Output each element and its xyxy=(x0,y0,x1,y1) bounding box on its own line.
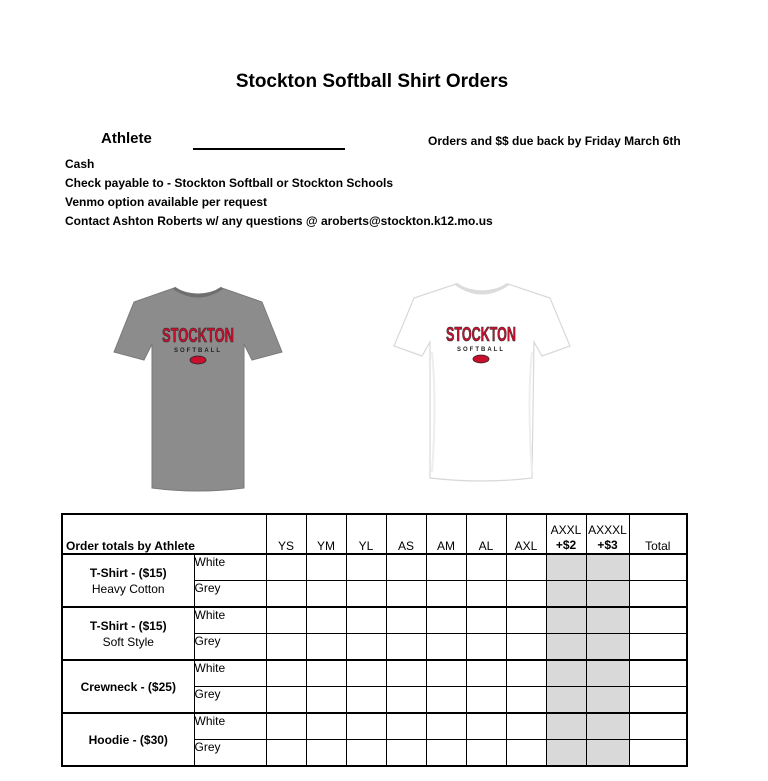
qty-cell-plus[interactable] xyxy=(546,687,586,714)
total-cell[interactable] xyxy=(629,554,687,581)
total-header: Total xyxy=(629,514,687,554)
qty-cell[interactable] xyxy=(506,660,546,687)
payment-line-cash: Cash xyxy=(65,157,95,171)
white-shirt-stockton-text: STOCKTON xyxy=(446,324,516,346)
qty-cell[interactable] xyxy=(306,713,346,740)
color-label: Grey xyxy=(194,634,266,661)
total-cell[interactable] xyxy=(629,660,687,687)
qty-cell-plus[interactable] xyxy=(586,554,629,581)
qty-cell[interactable] xyxy=(266,581,306,608)
qty-cell-plus[interactable] xyxy=(546,713,586,740)
total-cell[interactable] xyxy=(629,740,687,767)
qty-cell[interactable] xyxy=(386,713,426,740)
qty-cell[interactable] xyxy=(346,687,386,714)
qty-cell-plus[interactable] xyxy=(546,554,586,581)
qty-cell[interactable] xyxy=(466,554,506,581)
qty-cell[interactable] xyxy=(466,607,506,634)
payment-line-check: Check payable to - Stockton Softball or Stockton Schools xyxy=(65,176,394,190)
table-row xyxy=(62,660,687,687)
color-label: Grey xyxy=(194,581,266,608)
qty-cell-plus[interactable] xyxy=(546,607,586,634)
qty-cell[interactable] xyxy=(386,581,426,608)
qty-cell[interactable] xyxy=(306,554,346,581)
qty-cell[interactable] xyxy=(266,740,306,767)
athlete-name-line[interactable] xyxy=(193,148,345,150)
total-cell[interactable] xyxy=(629,607,687,634)
qty-cell[interactable] xyxy=(346,634,386,661)
qty-cell-plus[interactable] xyxy=(586,634,629,661)
product-style: Heavy Cotton xyxy=(91,581,165,596)
qty-cell[interactable] xyxy=(346,713,386,740)
size-header: AS xyxy=(386,514,426,554)
qty-cell[interactable] xyxy=(306,634,346,661)
qty-cell-plus[interactable] xyxy=(586,687,629,714)
qty-cell-plus[interactable] xyxy=(546,634,586,661)
qty-cell[interactable] xyxy=(306,581,346,608)
qty-cell[interactable] xyxy=(386,554,426,581)
plus-size-label: AXXXL xyxy=(588,523,627,537)
product-name: T-Shirt - ($15) xyxy=(89,565,167,580)
qty-cell[interactable] xyxy=(426,740,466,767)
qty-cell[interactable] xyxy=(426,554,466,581)
qty-cell-plus[interactable] xyxy=(586,607,629,634)
color-label: White xyxy=(194,554,266,581)
color-label: White xyxy=(194,607,266,634)
qty-cell[interactable] xyxy=(506,713,546,740)
qty-cell[interactable] xyxy=(266,634,306,661)
size-header: YM xyxy=(306,514,346,554)
product-name: Hoodie - ($30) xyxy=(88,732,168,747)
product-style: Soft Style xyxy=(102,634,154,649)
qty-cell[interactable] xyxy=(346,740,386,767)
qty-cell[interactable] xyxy=(266,660,306,687)
qty-cell[interactable] xyxy=(426,581,466,608)
qty-cell[interactable] xyxy=(346,554,386,581)
qty-cell[interactable] xyxy=(506,687,546,714)
qty-cell[interactable] xyxy=(426,660,466,687)
qty-cell-plus[interactable] xyxy=(546,660,586,687)
table-row xyxy=(62,554,687,581)
payment-info xyxy=(65,155,493,231)
qty-cell[interactable] xyxy=(346,607,386,634)
total-cell[interactable] xyxy=(629,634,687,661)
size-header: AL xyxy=(466,514,506,554)
qty-cell[interactable] xyxy=(386,660,426,687)
qty-cell[interactable] xyxy=(266,687,306,714)
white-tshirt-image xyxy=(392,282,572,482)
qty-cell[interactable] xyxy=(306,607,346,634)
athlete-label: Athlete xyxy=(101,130,152,147)
table-row xyxy=(62,713,687,740)
total-cell[interactable] xyxy=(629,581,687,608)
qty-cell[interactable] xyxy=(346,660,386,687)
plus-size-label: AXXL xyxy=(550,523,582,537)
qty-cell[interactable] xyxy=(466,581,506,608)
qty-cell-plus[interactable] xyxy=(586,740,629,767)
qty-cell[interactable] xyxy=(386,687,426,714)
qty-cell[interactable] xyxy=(466,634,506,661)
due-date-notice: Orders and $$ due back by Friday March 6th xyxy=(428,134,681,148)
qty-cell[interactable] xyxy=(426,713,466,740)
color-label: White xyxy=(194,660,266,687)
product-name: Crewneck - ($25) xyxy=(80,679,176,694)
qty-cell[interactable] xyxy=(466,713,506,740)
table-row xyxy=(62,607,687,634)
grey-shirt-softball-text: SOFTBALL xyxy=(174,348,222,354)
total-cell[interactable] xyxy=(629,687,687,714)
qty-cell[interactable] xyxy=(426,687,466,714)
qty-cell[interactable] xyxy=(386,740,426,767)
plus-size-header xyxy=(586,514,629,554)
qty-cell[interactable] xyxy=(306,740,346,767)
qty-cell[interactable] xyxy=(266,713,306,740)
product-name: T-Shirt - ($15) xyxy=(89,618,167,633)
qty-cell-plus[interactable] xyxy=(546,740,586,767)
qty-cell[interactable] xyxy=(306,687,346,714)
color-label: White xyxy=(194,713,266,740)
qty-cell[interactable] xyxy=(266,607,306,634)
qty-cell[interactable] xyxy=(466,660,506,687)
qty-cell-plus[interactable] xyxy=(586,660,629,687)
order-table xyxy=(61,513,688,767)
grey-shirt-stockton-text: STOCKTON xyxy=(162,325,234,347)
product-cell xyxy=(62,554,194,607)
qty-cell[interactable] xyxy=(386,634,426,661)
product-cell xyxy=(62,607,194,660)
qty-cell[interactable] xyxy=(426,607,466,634)
table-header-row xyxy=(62,514,687,554)
qty-cell-plus[interactable] xyxy=(586,581,629,608)
header-label: Order totals by Athlete xyxy=(62,514,266,554)
qty-cell[interactable] xyxy=(266,554,306,581)
size-header: YL xyxy=(346,514,386,554)
color-label: Grey xyxy=(194,740,266,767)
qty-cell[interactable] xyxy=(466,740,506,767)
qty-cell[interactable] xyxy=(386,607,426,634)
qty-cell[interactable] xyxy=(506,581,546,608)
white-shirt-softball-text: SOFTBALL xyxy=(457,347,505,353)
qty-cell[interactable] xyxy=(506,740,546,767)
payment-line-contact: Contact Ashton Roberts w/ any questions @ aroberts@stockton.k12.mo.us xyxy=(65,214,493,228)
total-cell[interactable] xyxy=(629,713,687,740)
product-cell xyxy=(62,660,194,713)
plus-size-price: +$3 xyxy=(597,538,618,552)
qty-cell[interactable] xyxy=(346,581,386,608)
qty-cell[interactable] xyxy=(506,607,546,634)
qty-cell[interactable] xyxy=(306,660,346,687)
qty-cell[interactable] xyxy=(506,634,546,661)
qty-cell-plus[interactable] xyxy=(586,713,629,740)
grey-tshirt-image xyxy=(112,282,284,492)
payment-line-venmo: Venmo option available per request xyxy=(65,195,268,209)
page-title: Stockton Softball Shirt Orders xyxy=(235,71,509,92)
size-header: YS xyxy=(266,514,306,554)
qty-cell[interactable] xyxy=(466,687,506,714)
qty-cell[interactable] xyxy=(426,634,466,661)
color-label: Grey xyxy=(194,687,266,714)
plus-size-header xyxy=(546,514,586,554)
product-cell xyxy=(62,713,194,766)
qty-cell[interactable] xyxy=(506,554,546,581)
qty-cell-plus[interactable] xyxy=(546,581,586,608)
size-header: AXL xyxy=(506,514,546,554)
plus-size-price: +$2 xyxy=(555,538,577,552)
size-header: AM xyxy=(426,514,466,554)
